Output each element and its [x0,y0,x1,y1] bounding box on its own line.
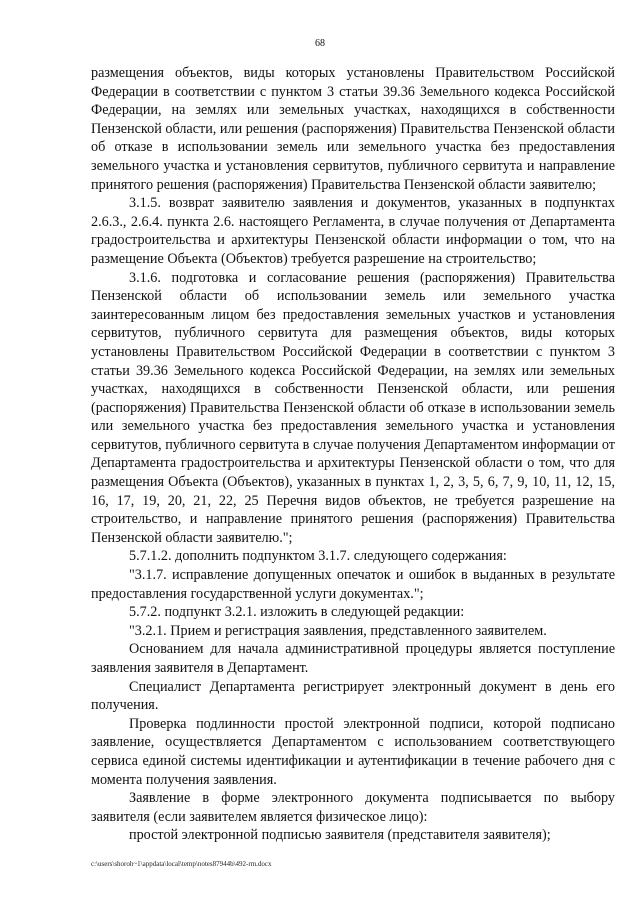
paragraph: Проверка подлинности простой электронной подписи, которой подписано заявление, осуществляется Департаментом с использованием соответствующего сервиса единой системы идентификации и аутентификации в течение рабочего дня с момента получения заявления. [91,715,615,788]
paragraph: "3.2.1. Прием и регистрация заявления, представленного заявителем. [129,622,547,639]
page-number: 68 [315,38,325,49]
paragraph: Специалист Департамента регистрирует электронный документ в день его получения. [91,678,615,714]
paragraph: 3.1.6. подготовка и согласование решения (распоряжения) Правительства Пензенской области об использовании земель или земельного участка заинтересованным лицом без предоставления земельных участков и установления сервитутов, публичного сервитута для размещения объектов, виды которых установлены Правительством Российской Федерации в соответствии с пунктом 3 статьи 39.36 Земельного кодекса Российской Федерации, на землях или земельных участках, находящихся в собственности Пензенской области, или решения (распоряжения) Правительства Пензенской области об отказе в использовании земель или земельного участка без предоставления земельного участка и установления сервитутов, публичного сервитута в случае получения Департаментом информации от Департамента градостроительства и архитектуры Пензенской области о том, что для размещения Объекта (Объектов), указанных в пунктах 1, 2, 3, 5, 6, 7, 9, 10, 11, 12, 15, 16, 17, 19, 20, 21, 22, 25 Перечня видов объектов, не требуется разрешение на строительство, и направление принятого решения (распоряжения) Правительства Пензенской области заявителю."; [91,269,615,546]
paragraph: "3.1.7. исправление допущенных опечаток и ошибок в выданных в результате предоставления государственной услуги документах."; [91,567,615,602]
paragraph: Заявление в форме электронного документа подписывается по выбору заявителя (если заявителем является физическое лицо): [91,790,615,825]
paragraph: 3.1.5. возврат заявителю заявления и документов, указанных в подпунктах 2.6.3., 2.6.4. пункта 2.6. настоящего Регламента, в случае получения от Департамента градостроительства и архитектуры Пензенской области информации о том, что на размещение Объекта (Объектов) требуется разрешение на строительство; [91,195,615,267]
paragraph: 5.7.1.2. дополнить подпунктом 3.1.7. следующего содержания: [129,548,507,565]
paragraph: простой электронной подписью заявителя (представителя заявителя); [129,827,551,844]
paragraph: размещения объектов, виды которых установлены Правительством Российской Федерации в соответствии с пунктом 3 статьи 39.36 Земельного кодекса Российской Федерации, на землях или земельных участках, находящихся в собственности Пензенской области, или решения (распоряжения) Правительства Пензенской области об отказе в использовании земель или земельного участка без предоставления земельного участка и установления сервитутов, публичного сервитута и направление принятого решения (распоряжения) Правительства Пензенской области заявителю; [91,65,615,193]
document-body [91,64,615,845]
paragraph: 5.7.2. подпункт 3.2.1. изложить в следующей редакции: [129,604,465,621]
footer-file-path: c:\users\shoroh~1\appdata\local\temp\notes87944b\492-rm.docx [91,860,272,868]
paragraph: Основанием для начала административной процедуры является поступление заявления заявителя в Департамент. [91,641,615,676]
